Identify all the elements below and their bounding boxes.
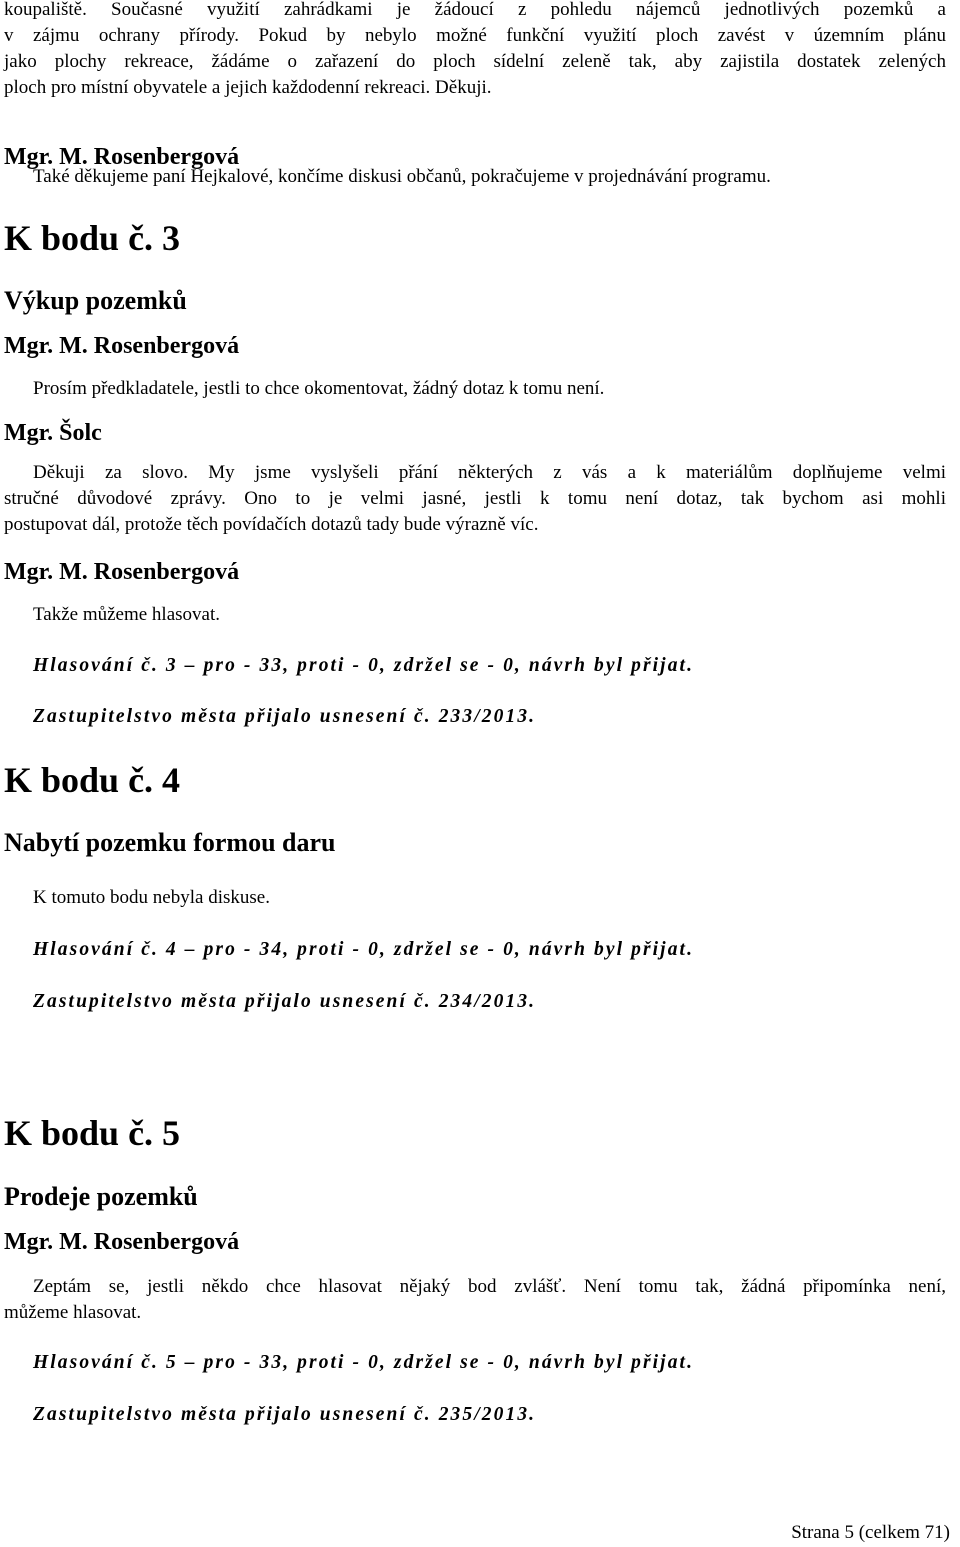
speech-text: K tomuto bodu nebyla diskuse. xyxy=(33,887,270,908)
speaker-name: Mgr. M. Rosenbergová xyxy=(4,1229,240,1255)
vote-result: Hlasování č. 5 – pro - 33, proti - 0, zdržel se - 0, návrh byl přijat. xyxy=(33,1352,695,1373)
resolution-text: Zastupitelstvo města přijalo usnesení č. 234/2013. xyxy=(33,991,537,1012)
section-title: Prodeje pozemků xyxy=(4,1182,198,1211)
text-line: koupaliště. Současné využití zahrádkami je žádoucí z pohledu nájemců jednotlivých pozemků a xyxy=(4,0,946,20)
section-heading: K bodu č. 4 xyxy=(4,760,181,800)
speaker-name: Mgr. Šolc xyxy=(4,420,102,446)
section-title: Nabytí pozemku formou daru xyxy=(4,828,336,857)
resolution-text: Zastupitelstvo města přijalo usnesení č. 233/2013. xyxy=(33,706,537,727)
text-line: Zeptám se, jestli někdo chce hlasovat nějaký bod zvlášť. Není tomu tak, žádná připomínka není, xyxy=(33,1276,946,1297)
text-line: můžeme hlasovat. xyxy=(4,1302,142,1323)
resolution-text: Zastupitelstvo města přijalo usnesení č. 235/2013. xyxy=(33,1404,537,1425)
speech-text: Také děkujeme paní Hejkalové, končíme diskusi občanů, pokračujeme v projednávání programu. xyxy=(33,166,771,187)
section-title: Výkup pozemků xyxy=(4,286,187,315)
speaker-name: Mgr. M. Rosenbergová xyxy=(4,333,240,359)
text-line: Děkuji za slovo. My jsme vyslyšeli přání některých z vás a k materiálům doplňujeme velmi xyxy=(33,462,946,483)
vote-result: Hlasování č. 3 – pro - 33, proti - 0, zdržel se - 0, návrh byl přijat. xyxy=(33,655,695,676)
text-line: jako plochy rekreace, žádáme o zařazení do ploch sídelní zeleně tak, aby zajistila dostatek zelených xyxy=(4,51,946,72)
section-heading: K bodu č. 3 xyxy=(4,218,181,258)
text-line: ploch pro místní obyvatele a jejich každodenní rekreaci. Děkuji. xyxy=(4,77,492,98)
intro-paragraph xyxy=(4,0,946,101)
speech-text: Prosím předkladatele, jestli to chce okomentovat, žádný dotaz k tomu není. xyxy=(33,378,605,399)
speech-text: Takže můžeme hlasovat. xyxy=(33,604,221,625)
vote-result: Hlasování č. 4 – pro - 34, proti - 0, zdržel se - 0, návrh byl přijat. xyxy=(33,939,695,960)
speaker-name: Mgr. M. Rosenbergová xyxy=(4,144,240,170)
section-heading: K bodu č. 5 xyxy=(4,1113,181,1153)
text-line: v zájmu ochrany přírody. Pokud by nebylo možné funkční využití ploch zavést v územním plánu xyxy=(4,25,946,46)
speaker-name: Mgr. M. Rosenbergová xyxy=(4,559,240,585)
speech-paragraph xyxy=(4,1274,946,1326)
text-line: stručné důvodové zprávy. Ono to je velmi jasné, jestli k tomu není dotaz, tak bychom asi mohli xyxy=(4,488,946,509)
text-line: postupovat dál, protože těch povídačích dotazů tady bude výrazně víc. xyxy=(4,514,539,535)
speech-paragraph xyxy=(4,460,946,538)
page-number: Strana 5 (celkem 71) xyxy=(791,1522,950,1543)
